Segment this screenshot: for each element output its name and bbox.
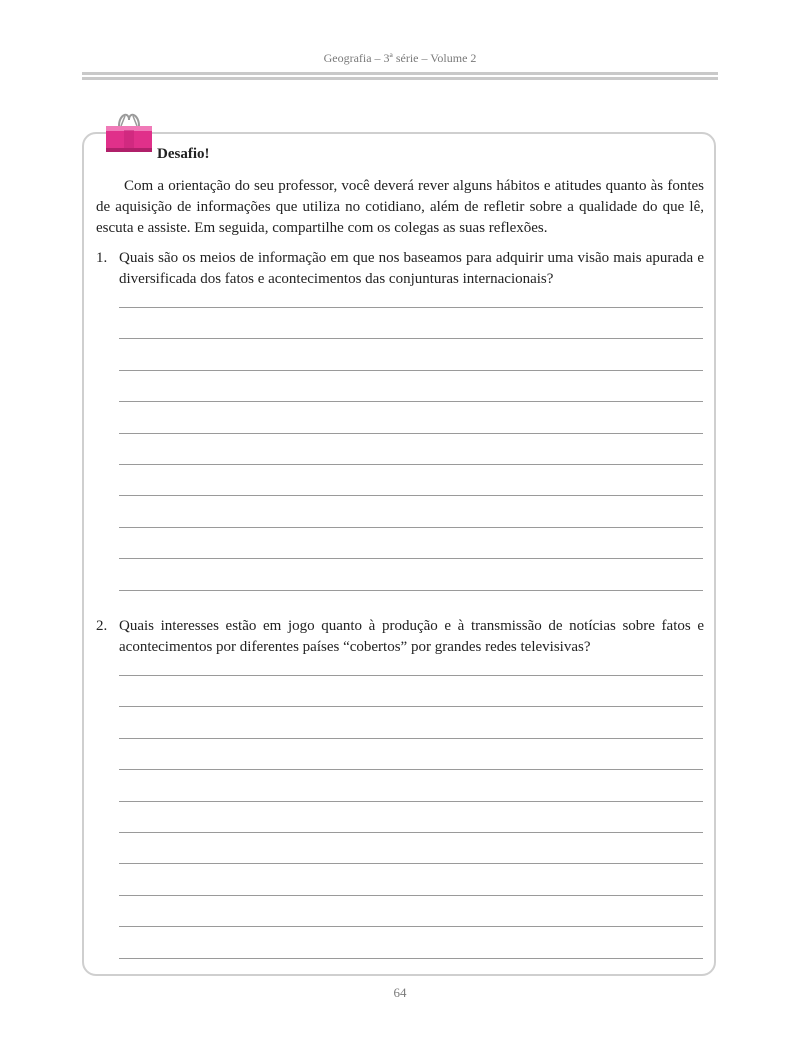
header-rule-top — [82, 72, 718, 75]
answer-line[interactable] — [119, 675, 703, 676]
answer-line[interactable] — [119, 401, 703, 402]
answer-line[interactable] — [119, 706, 703, 707]
question-text: Quais são os meios de informação em que nos baseamos para adquirir uma visão mais apurada e diversificada dos fatos e acontecimentos das conjunturas internacionais? — [119, 250, 704, 287]
answer-line[interactable] — [119, 433, 703, 434]
answer-line[interactable] — [119, 863, 703, 864]
running-head: Geografia – 3ª série – Volume 2 — [323, 51, 477, 65]
question-text: Quais interesses estão em jogo quanto à produção e à transmissão de notícias sobre fatos e acontecimentos por diferentes países “cobertos” por grandes redes televisivas? — [119, 618, 704, 655]
question-2 — [96, 616, 704, 658]
answer-line[interactable] — [119, 370, 703, 371]
question-number: 2. — [96, 618, 108, 634]
question-number: 1. — [96, 250, 108, 266]
answer-line[interactable] — [119, 801, 703, 802]
answer-line[interactable] — [119, 495, 703, 496]
answer-line[interactable] — [119, 769, 703, 770]
answer-line[interactable] — [119, 307, 703, 308]
header-rule-bottom — [82, 77, 718, 80]
binder-clip-icon — [104, 108, 154, 158]
question-1 — [96, 248, 704, 290]
answer-line[interactable] — [119, 558, 703, 559]
answer-line[interactable] — [119, 832, 703, 833]
answer-line[interactable] — [119, 338, 703, 339]
answer-line[interactable] — [119, 895, 703, 896]
answer-line[interactable] — [119, 926, 703, 927]
answer-line[interactable] — [119, 958, 703, 959]
answer-line[interactable] — [119, 590, 703, 591]
page-number: 64 — [393, 985, 407, 1000]
box-title: Desafio! — [157, 146, 210, 162]
answer-line[interactable] — [119, 464, 703, 465]
answer-line[interactable] — [119, 527, 703, 528]
answer-line[interactable] — [119, 738, 703, 739]
intro-text: Com a orientação do seu professor, você deverá rever alguns hábitos e atitudes quanto às fontes de aquisição de informações que utiliza no cotidiano, além de refletir sobre a qualidade do que lê, escuta e assiste. Em seguida, compartilhe com os colegas as suas reflexões. — [96, 178, 704, 236]
